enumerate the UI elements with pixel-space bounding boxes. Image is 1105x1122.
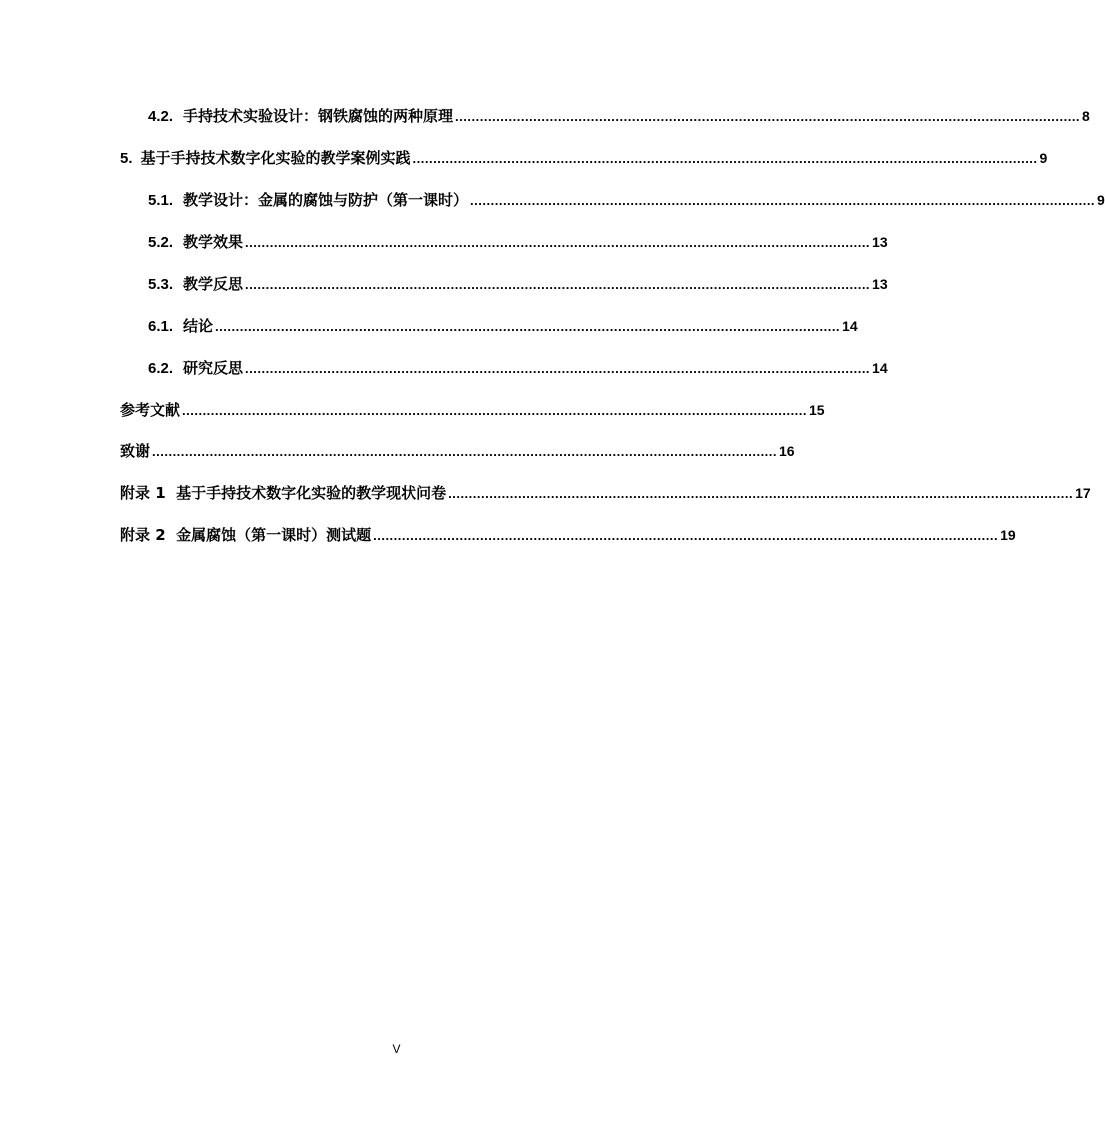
toc-page-number: 15 (809, 402, 825, 418)
toc-page-number: 17 (1075, 485, 1091, 501)
toc-number: 5. (120, 150, 133, 167)
toc-title: 致谢 (120, 442, 151, 460)
toc-number: 6.1. (148, 318, 174, 335)
toc-title: 教学设计：金属的腐蚀与防护（第一课时） (183, 191, 469, 209)
toc-page-number: 9 (1039, 150, 1048, 166)
toc-title: 教学反思 (183, 275, 244, 293)
toc-page-number: 19 (1000, 527, 1016, 543)
toc-entry-5-3[interactable] (148, 272, 888, 296)
toc-title: 基于手持技术数字化实验的教学案例实践 (140, 149, 411, 167)
dot-leader: ........................................................................................................................................................ (470, 193, 1096, 208)
dot-leader: ........................................................................................................................................................ (448, 486, 1074, 501)
toc-title: 附录 1 基于手持技术数字化实验的教学现状问卷 (120, 484, 447, 502)
toc-number: 5.1. (148, 192, 174, 209)
dot-leader: ........................................................................................................................................................ (373, 528, 999, 543)
toc-title: 手持技术实验设计：钢铁腐蚀的两种原理 (183, 107, 454, 125)
toc-number: 5.2. (148, 234, 174, 251)
toc-entry-6-1[interactable] (148, 314, 858, 338)
toc-entry-5-1[interactable] (148, 188, 1105, 212)
toc-title: 教学效果 (183, 233, 244, 251)
toc-page-number: 14 (842, 318, 858, 334)
dot-leader: ........................................................................................................................................................ (245, 277, 871, 292)
toc-entry-5[interactable] (120, 146, 1048, 170)
toc-entry-4-2[interactable] (148, 104, 1090, 128)
toc-page-number: 13 (872, 276, 888, 292)
dot-leader: ........................................................................................................................................................ (215, 319, 841, 334)
toc-entry-appendix-2[interactable] (120, 523, 1016, 547)
toc-entry-references[interactable] (120, 398, 825, 422)
dot-leader: ........................................................................................................................................................ (455, 109, 1081, 124)
toc-page-number: 13 (872, 234, 888, 250)
toc-page-number: 14 (872, 360, 888, 376)
toc-entry-5-2[interactable] (148, 230, 888, 254)
toc-entry-appendix-1[interactable] (120, 481, 1091, 505)
toc-entry-acknowledgements[interactable] (120, 439, 795, 463)
dot-leader: ........................................................................................................................................................ (245, 235, 871, 250)
toc-page-number: 8 (1082, 108, 1090, 124)
toc-title: 结论 (183, 317, 214, 335)
toc-title: 研究反思 (183, 359, 244, 377)
dot-leader: ........................................................................................................................................................ (182, 403, 808, 418)
toc-entry-6-2[interactable] (148, 356, 888, 380)
toc-page-number: 9 (1097, 192, 1105, 208)
toc-number: 6.2. (148, 360, 174, 377)
page-footer-number: V (392, 1042, 401, 1056)
dot-leader: ........................................................................................................................................................ (245, 361, 871, 376)
toc-title: 参考文献 (120, 401, 181, 419)
dot-leader: ........................................................................................................................................................ (412, 151, 1038, 166)
dot-leader: ........................................................................................................................................................ (152, 444, 778, 459)
toc-number: 5.3. (148, 276, 174, 293)
toc-page-number: 16 (779, 443, 795, 459)
toc-number: 4.2. (148, 108, 174, 125)
toc-title: 附录 2 金属腐蚀（第一课时）测试题 (120, 526, 372, 544)
